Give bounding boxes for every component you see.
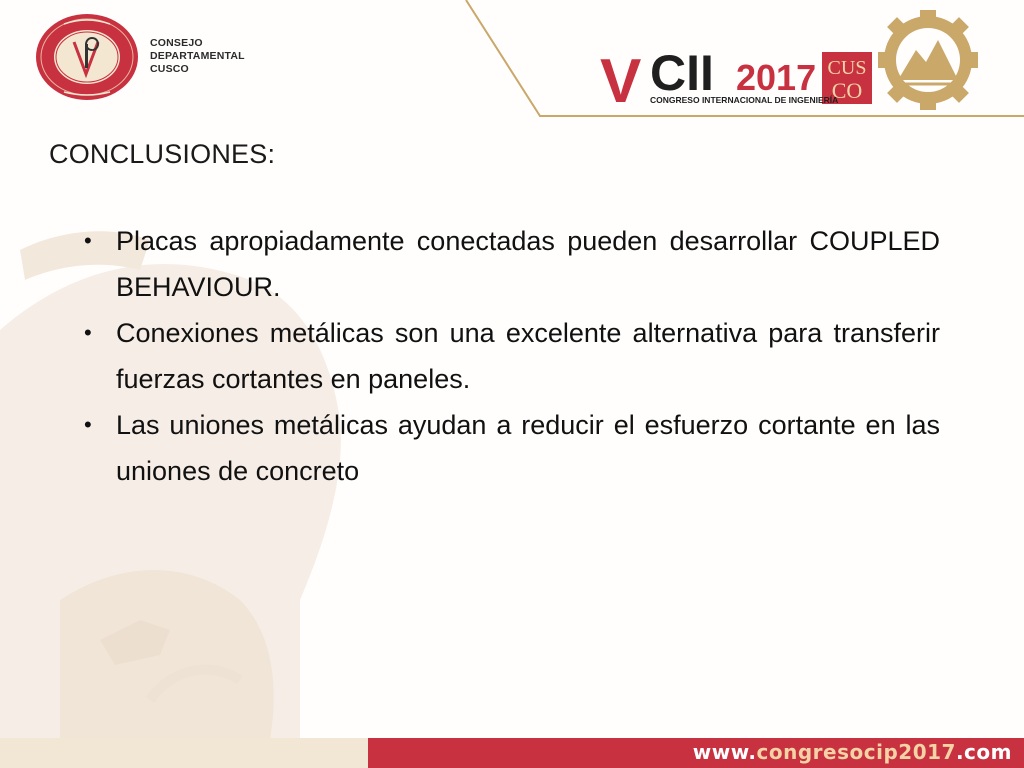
- list-item-text: Conexiones metálicas son una excelente alternativa para transferir fuerzas cortantes en paneles.: [116, 318, 940, 394]
- list-item: [82, 218, 940, 310]
- bullet-icon: •: [84, 412, 92, 437]
- event-city-bottom: CO: [831, 78, 863, 103]
- footer-right-band: [368, 738, 1024, 768]
- url-highlight: congresocip2017: [756, 740, 956, 764]
- list-item: [82, 402, 940, 494]
- event-city-top: CUS: [827, 57, 867, 79]
- event-subtitle: CONGRESO INTERNACIONAL DE INGENIERÍA: [650, 95, 839, 105]
- gear-mountain-icon: [878, 10, 978, 110]
- footer-bar: [0, 738, 1024, 768]
- event-mid: CII: [650, 45, 714, 101]
- bullet-icon: •: [84, 228, 92, 253]
- slide-title: CONCLUSIONES:: [49, 139, 276, 169]
- org-name-line: DEPARTAMENTAL: [150, 50, 245, 62]
- url-prefix: www.: [692, 740, 757, 764]
- event-year: 2017: [736, 57, 817, 98]
- org-name: [150, 37, 245, 76]
- list-item-text: Las uniones metálicas ayudan a reducir el esfuerzo cortante en las uniones de concreto: [116, 410, 940, 486]
- conclusion-list: [82, 218, 940, 494]
- event-prefix: V: [600, 47, 642, 110]
- website-link[interactable]: [693, 740, 1012, 764]
- org-name-line: CONSEJO: [150, 37, 203, 49]
- footer-left-band: [0, 738, 368, 768]
- bullet-icon: •: [84, 320, 92, 345]
- url-suffix: .com: [955, 740, 1012, 764]
- org-name-line: CUSCO: [150, 63, 189, 75]
- list-item: [82, 310, 940, 402]
- cip-seal-icon: [34, 12, 140, 102]
- event-logo: [598, 10, 998, 110]
- list-item-text: Placas apropiadamente conectadas pueden desarrollar COUPLED BEHAVIOUR.: [116, 226, 940, 302]
